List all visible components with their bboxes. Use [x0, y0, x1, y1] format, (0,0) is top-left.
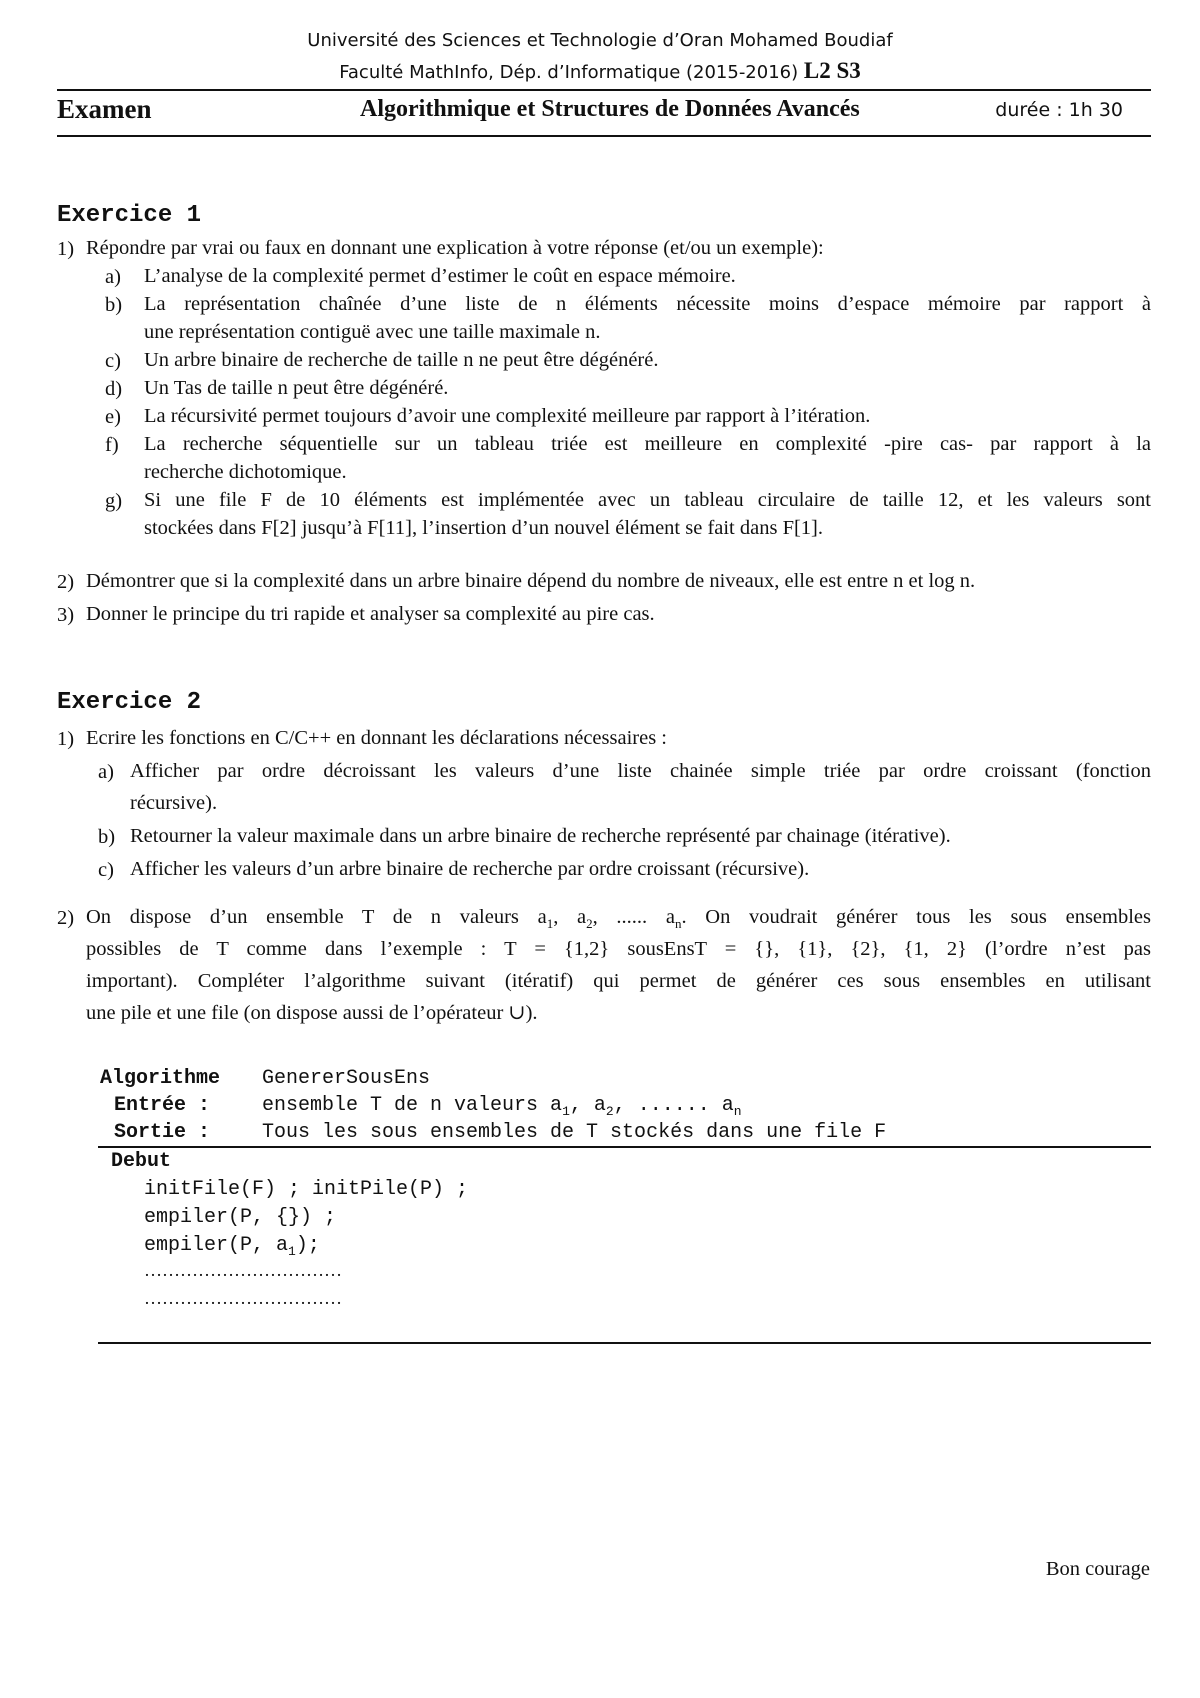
- header-top-rule: [57, 89, 1151, 91]
- ex2-q2-line1-a: On dispose d’un ensemble T de n valeurs a: [86, 906, 547, 928]
- ex1-item-f-line2: recherche dichotomique.: [144, 461, 347, 483]
- ex1-item-b-line1: La représentation chaînée d’une liste de n éléments nécessite moins d’espace mémoire par rapport à: [144, 293, 1151, 315]
- algo-input-sub-n: n: [733, 1104, 742, 1119]
- exam-label: Examen: [57, 94, 152, 124]
- algo-output: Tous les sous ensembles de T stockés dans une file F: [262, 1121, 887, 1144]
- ex1-q3-number: 3): [57, 604, 75, 626]
- header-bottom-rule: [57, 135, 1151, 137]
- ex1-item-c-letter: c): [105, 350, 121, 372]
- ex2-item-b-text: Retourner la valeur maximale dans un arbre binaire de recherche représenté par chainage (itérative).: [130, 825, 951, 847]
- ex2-item-c-text: Afficher les valeurs d’un arbre binaire de recherche par ordre croissant (récursive).: [130, 858, 810, 880]
- ex2-q2-line1-b: , a: [553, 906, 587, 928]
- ex1-q1-number: 1): [57, 238, 75, 260]
- ex1-q3-text: Donner le principe du tri rapide et analyser sa complexité au pire cas.: [86, 603, 655, 625]
- ex1-q2-number: 2): [57, 571, 75, 593]
- algo-line-3-b: );: [295, 1234, 320, 1257]
- exam-header: [57, 94, 1151, 134]
- ex2-q1-text: Ecrire les fonctions en C/C++ en donnant les déclarations nécessaires :: [86, 727, 667, 749]
- exam-subject: Algorithmique et Structures de Données Avancés: [360, 96, 860, 122]
- ex1-item-f-letter: f): [105, 434, 119, 456]
- ex1-q2-text: Démontrer que si la complexité dans un arbre binaire dépend du nombre de niveaux, elle est entre n et log n.: [86, 570, 976, 592]
- faculty-name: Faculté MathInfo, Dép. d’Informatique (2015-2016): [339, 62, 799, 83]
- ex2-item-a-letter: a): [98, 761, 114, 783]
- ex1-item-e-letter: e): [105, 406, 121, 428]
- ex2-q1-number: 1): [57, 728, 75, 750]
- closing-text: Bon courage: [1045, 1558, 1150, 1580]
- algo-name: GenererSousEns: [262, 1067, 431, 1090]
- exam-duration: durée : 1h 30: [995, 99, 1123, 121]
- ex2-item-a-line1: Afficher par ordre décroissant les valeurs d’une liste chainée simple triée par ordre croissant (fonction: [130, 760, 1151, 782]
- algo-input-sub-1: 1: [562, 1104, 570, 1119]
- university-name: Université des Sciences et Technologie d’Oran Mohamed Boudiaf: [307, 30, 893, 51]
- ex1-q1-text: Répondre par vrai ou faux en donnant une explication à votre réponse (et/ou un exemple):: [86, 237, 824, 259]
- algo-input: [262, 1094, 742, 1119]
- ex1-item-g-letter: g): [105, 490, 123, 512]
- algo-header-rule: [98, 1146, 1151, 1148]
- algo-line-3-sub: 1: [288, 1244, 296, 1259]
- level-label: L2 S3: [803, 58, 861, 83]
- algo-input-sub-2: 2: [605, 1104, 614, 1119]
- algo-keyword-sortie: Sortie :: [114, 1121, 211, 1144]
- ex1-item-a-text: L’analyse de la complexité permet d’estimer le coût en espace mémoire.: [144, 265, 736, 287]
- ex2-q2-number: 2): [57, 907, 75, 929]
- ex1-item-c-text: Un arbre binaire de recherche de taille n ne peut être dégénéré.: [144, 349, 659, 371]
- ex1-item-a-letter: a): [105, 266, 121, 288]
- ex1-item-g-line2: stockées dans F[2] jusqu’à F[11], l’insertion d’un nouvel élément se fait dans F[1].: [144, 517, 824, 539]
- exercise-2-title: Exercice 2: [57, 689, 202, 716]
- ex1-item-f-line1: La recherche séquentielle sur un tableau triée est meilleure en complexité -pire cas- par rapport à la: [144, 433, 1151, 455]
- ex1-item-e-text: La récursivité permet toujours d’avoir une complexité meilleure par rapport à l’itération.: [144, 405, 871, 427]
- algo-bottom-rule: [98, 1342, 1151, 1344]
- ex2-q2-sub-1: 1: [546, 916, 554, 932]
- algo-keyword-debut: Debut: [111, 1150, 172, 1173]
- ex1-item-b-line2: une représentation contiguë avec une taille maximale n.: [144, 321, 601, 343]
- ex2-q2-line1: [86, 903, 1151, 938]
- ex1-item-d-letter: d): [105, 378, 123, 400]
- exercise-1-title: Exercice 1: [57, 202, 202, 229]
- algo-keyword-entree: Entrée :: [114, 1094, 211, 1117]
- ex2-q2-line3: important). Compléter l’algorithme suivant (itératif) qui permet de générer ces sous ensembles en utilisant: [86, 970, 1151, 992]
- algo-line-3-a: empiler(P, a: [144, 1234, 289, 1257]
- ex2-item-a-line2: récursive).: [130, 792, 218, 814]
- algo-line-3: [144, 1234, 320, 1259]
- faculty-line: [0, 58, 1200, 84]
- algo-input-b: , a: [569, 1094, 606, 1117]
- ex1-item-g-line1: Si une file F de 10 éléments est implémentée avec un tableau circulaire de taille 12, et les valeurs sont: [144, 489, 1151, 511]
- ex2-q2-line4: une pile et une file (on dispose aussi de l’opérateur ∪).: [86, 1002, 538, 1024]
- ex2-q2-sub-2: 2: [586, 916, 593, 932]
- algo-line-1: initFile(F) ; initPile(P) ;: [144, 1178, 469, 1201]
- ex2-item-b-letter: b): [98, 826, 116, 848]
- ex1-item-d-text: Un Tas de taille n peut être dégénéré.: [144, 377, 449, 399]
- ex1-item-b-letter: b): [105, 294, 123, 316]
- algo-dots-2: ……………………………: [144, 1288, 342, 1308]
- ex2-q2-sub-n: n: [674, 916, 682, 932]
- algo-input-c: , ...... a: [613, 1094, 734, 1117]
- ex2-q2-line1-d: . On voudrait générer tous les sous ensembles: [681, 906, 1151, 928]
- algo-input-a: ensemble T de n valeurs a: [262, 1094, 563, 1117]
- ex2-q2-line1-c: , ...... a: [592, 906, 675, 928]
- algo-keyword-algorithme: Algorithme: [100, 1067, 221, 1090]
- algo-line-2: empiler(P, {}) ;: [144, 1206, 337, 1229]
- ex2-item-c-letter: c): [98, 859, 114, 881]
- algo-dots-1: ……………………………: [144, 1260, 342, 1280]
- ex2-q2-line2: possibles de T comme dans l’exemple : T = {1,2} sousEnsT = {}, {1}, {2}, {1, 2} (l’ordre n’est pas: [86, 938, 1151, 960]
